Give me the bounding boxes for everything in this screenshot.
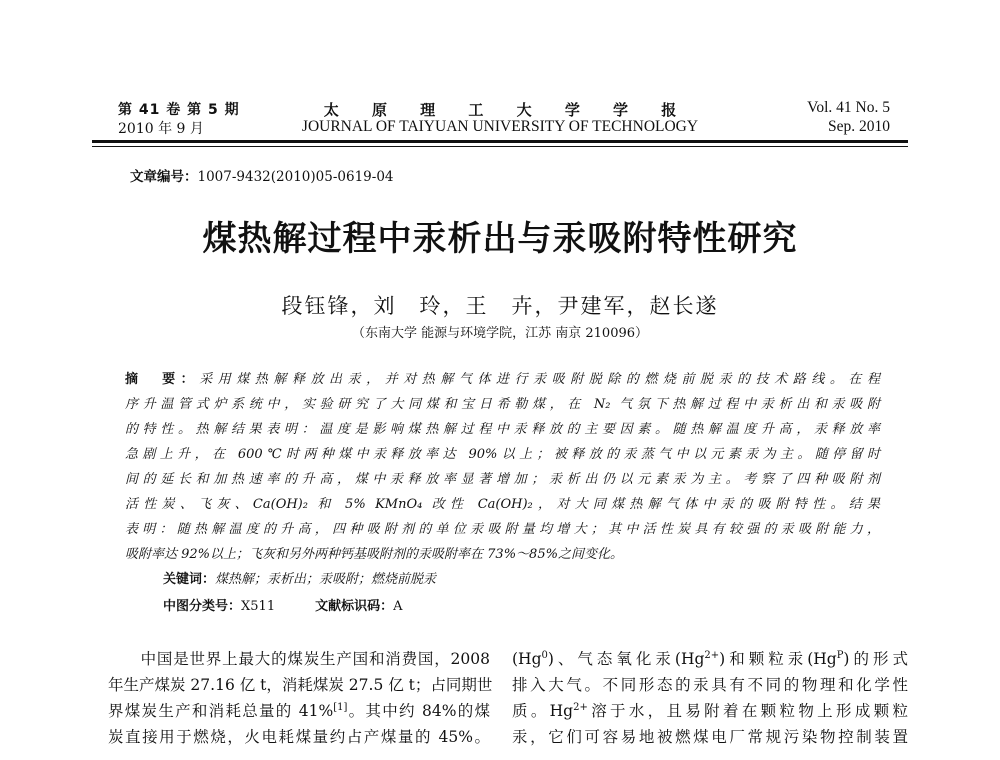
doc-code-label: 文献标识码：	[315, 599, 394, 614]
abstract	[125, 367, 880, 567]
body-column-left	[108, 646, 493, 750]
abstract-line: 间的延长和加热速率的升高，煤中汞释放率显著增加；汞析出仍以元素汞为主。考察了四种吸附剂	[125, 472, 880, 487]
body-text: 。其中约 84%的煤	[347, 702, 490, 720]
body-line: 炭直接用于燃烧，火电耗煤量约占产煤量的 45%。	[108, 728, 490, 746]
classification-value: X511	[241, 599, 276, 614]
body-text: 溶于水，且易附着在颗粒物上形成颗粒	[587, 702, 908, 720]
superscript: 2+	[573, 701, 588, 713]
paper-title: 煤热解过程中汞析出与汞吸附特性研究	[202, 219, 798, 259]
superscript: 2+	[704, 649, 720, 661]
volume-issue-cn: 第 41 卷 第 5 期	[118, 102, 240, 118]
abstract-line: 急剧上升，在 600℃时两种煤中汞释放率达 90%以上；被释放的汞蒸气中以元素汞为主。随停留时	[125, 447, 880, 462]
abstract-line	[125, 367, 880, 392]
abstract-line: 的特性。热解结果表明：温度是影响煤热解过程中汞释放的主要因素。随热解温度升高，汞释放率	[125, 422, 880, 437]
body-text: 界煤炭生产和消耗总量的 41%	[108, 702, 334, 720]
classification-row	[163, 595, 403, 614]
article-number	[130, 165, 394, 185]
keywords-label: 关键词：	[163, 572, 216, 587]
header-rule-thin	[92, 146, 908, 147]
body-line: 汞，它们可容易地被燃煤电厂常规污染物控制装置	[512, 728, 908, 746]
date-cn: 2010 年 9 月	[118, 121, 204, 137]
doc-code-value: A	[393, 599, 403, 614]
superscript: P	[836, 649, 844, 661]
journal-title-cn: 太 原 理 工 大 学 学 报	[323, 101, 691, 119]
abstract-line: 表明：随热解温度的升高，四种吸附剂的单位汞吸附量均增大；其中活性炭具有较强的汞吸附能力，	[125, 522, 880, 537]
keywords-value: 煤热解；汞析出；汞吸附；燃烧前脱汞	[215, 572, 437, 587]
abstract-line: 活性炭、飞灰、Ca(OH)₂ 和 5% KMnO₄ 改性 Ca(OH)₂，对大同煤热解气体中汞的吸附特性。结果	[125, 497, 880, 512]
abstract-line: 序升温管式炉系统中，实验研究了大同煤和宝日希勒煤，在 N₂ 气氛下热解过程中汞析出和汞吸附	[125, 397, 880, 412]
body-line	[512, 698, 908, 724]
body-line: 中国是世界上最大的煤炭生产国和消费国，2008	[108, 650, 490, 668]
body-text: )的形式	[843, 650, 908, 668]
journal-title-en: JOURNAL OF TAIYUAN UNIVERSITY OF TECHNOLOGY	[301, 118, 699, 135]
body-text: )、气态氧化汞(Hg	[547, 650, 705, 668]
abstract-line: 吸附率达 92%以上；飞灰和另外两种钙基吸附剂的汞吸附率在 73%～85%之间变化。	[125, 547, 623, 562]
article-number-label: 文章编号：	[130, 169, 198, 185]
affiliation: （东南大学 能源与环境学院，江苏 南京 210096）	[351, 326, 649, 341]
header-rule-thick	[92, 140, 908, 143]
citation-ref[interactable]: [1]	[333, 701, 348, 713]
body-column-right	[512, 646, 908, 750]
authors: 段钰锋，刘 玲，王 卉，尹建军，赵长遂	[281, 294, 719, 318]
body-line: 年生产煤炭 27.16 亿 t，消耗煤炭 27.5 亿 t；占同期世	[108, 676, 493, 694]
keywords	[163, 568, 436, 587]
body-line: 排入大气。不同形态的汞具有不同的物理和化学性	[512, 676, 908, 694]
abstract-text: 采用煤热解释放出汞，并对热解气体进行汞吸附脱除的燃烧前脱汞的技术路线。在程	[199, 372, 880, 387]
body-text: (Hg	[512, 650, 542, 668]
abstract-label: 摘 要：	[125, 372, 200, 387]
body-line	[108, 698, 490, 724]
article-number-value: 1007-9432(2010)05-0619-04	[197, 169, 394, 185]
superscript: 0	[541, 649, 548, 661]
body-text: )和颗粒汞(Hg	[719, 650, 837, 668]
body-text: 质。Hg	[512, 702, 574, 720]
volume-issue-en: Vol. 41 No. 5	[807, 99, 890, 116]
date-en: Sep. 2010	[828, 118, 890, 135]
classification-label: 中图分类号：	[163, 599, 242, 614]
body-line	[512, 646, 908, 672]
